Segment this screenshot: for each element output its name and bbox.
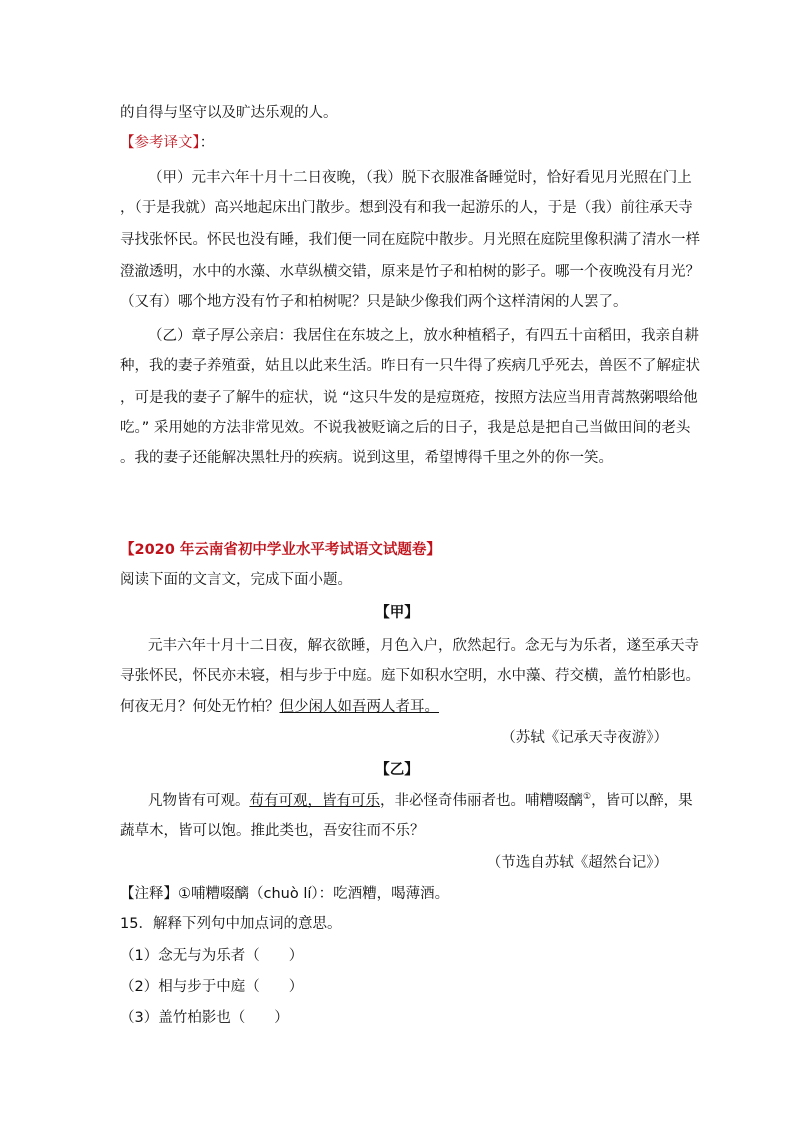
jia-source: （苏轼《记承天寺夜游》） [501, 730, 668, 746]
jia-text-line-3 [120, 697, 439, 717]
question-15-item-1: （1）念无与为乐者（ ） [120, 948, 304, 964]
ref-jia-line-5: （又有）哪个地方没有竹子和柏树呢？只是缺少像我们两个这样清闲的人罢了。 [120, 294, 628, 310]
yi-text-part-b: ，非必怪奇伟丽者也。哺糟啜醨 [380, 793, 583, 809]
jia-text-plain: 何夜无月？何处无竹柏？ [120, 699, 280, 715]
ref-yi-line-5: 。我的妻子还能解决黑牡丹的疾病。说到这里，希望博得千里之外的你一笑。 [120, 450, 613, 466]
ref-jia-line-2: ，（于是我就）高兴地起床出门散步。想到没有和我一起游乐的人，于是（我）前往承天寺 [120, 200, 693, 216]
question-15: 15．解释下列句中加点词的意思。 [120, 916, 342, 932]
yi-underlined-phrase: 苟有可观，皆有可乐 [249, 793, 380, 809]
yi-text-line-1 [148, 791, 693, 811]
exam-instruction: 阅读下面的文言文，完成下面小题。 [120, 572, 352, 588]
jia-underlined-sentence: 但少闲人如吾两人者耳。 [279, 699, 439, 715]
ref-jia-line-3: 寻找张怀民。怀民也没有睡，我们便一同在庭院中散步。月光照在庭院里像积满了清水一样 [120, 232, 700, 248]
yi-heading: 【乙】 [375, 762, 419, 778]
ref-yi-line-2: 种，我的妻子养殖蚕，姑且以此来生活。昨日有一只牛得了疾病几乎死去，兽医不了解症状 [120, 358, 700, 374]
ref-jia-line-4: 澄澈透明，水中的水藻、水草纵横交错，原来是竹子和柏树的影子。哪一个夜晚没有月光？ [120, 264, 700, 280]
ref-yi-line-4: 吃。” 采用她的方法非常见效。不说我被贬谪之后的日子，我是总是把自己当做田间的老头 [120, 420, 691, 436]
question-15-item-3: （3）盖竹柏影也（ ） [120, 1010, 289, 1026]
yi-text-part-a: 凡物皆有可观。 [148, 793, 250, 809]
note-marker: ① [583, 792, 592, 803]
jia-heading: 【甲】 [375, 605, 419, 621]
ref-label-colon: ： [199, 135, 215, 151]
ref-line-1: 的自得与坚守以及旷达乐观的人。 [120, 105, 338, 121]
yi-source: （节选自苏轼《超然台记》） [486, 855, 668, 871]
ref-yi-line-3: ，可是我的妻子了解牛的症状，说 “这只牛发的是痘斑疮，按照方法应当用青蒿熬粥喂给他 [120, 390, 698, 406]
exam-title: 【2020 年云南省初中学业水平考试语文试题卷】 [120, 542, 441, 558]
annotation-note: 【注释】①哺糟啜醨（chuò lí）：吃酒糟，喝薄酒。 [120, 886, 450, 902]
yi-text-part-c: ，皆可以醉，果 [591, 793, 693, 809]
ref-translation-label-line [120, 133, 214, 153]
question-15-item-2: （2）相与步于中庭（ ） [120, 979, 304, 995]
ref-translation-label: 【参考译文】 [120, 135, 200, 151]
ref-jia-line-1: （甲）元丰六年十月十二日夜晚，（我）脱下衣服准备睡觉时，恰好看见月光照在门上 [148, 170, 692, 186]
yi-text-line-2: 蔬草木，皆可以饱。推此类也，吾安往而不乐？ [120, 823, 425, 839]
ref-yi-line-1: （乙）章子厚公亲启：我居住在东坡之上，放水种植稻子，有四五十亩稻田，我亲自耕 [148, 328, 699, 344]
jia-text-line-2: 寻张怀民，怀民亦未寝，相与步于中庭。庭下如积水空明，水中藻、荇交横，盖竹柏影也。 [120, 668, 700, 684]
jia-text-line-1: 元丰六年十月十二日夜，解衣欲睡，月色入户，欣然起行。念无与为乐者，遂至承天寺 [148, 638, 699, 654]
